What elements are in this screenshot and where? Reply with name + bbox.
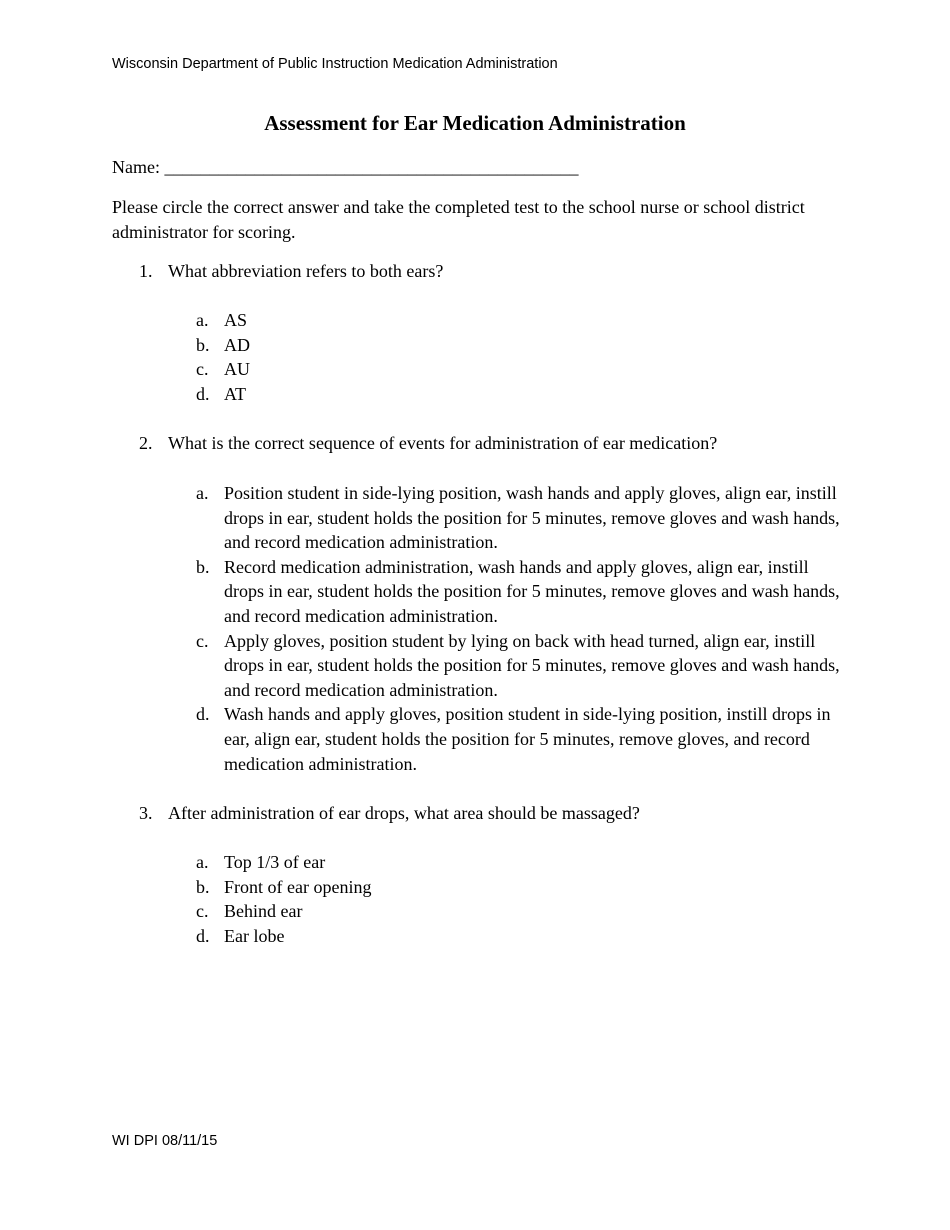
option-letter: a. [196,483,209,503]
option-text: AS [224,310,248,330]
question-1-options [196,308,841,406]
question-number: 3. [139,803,153,823]
question-number: 2. [139,433,153,453]
answer-option[interactable] [196,629,841,703]
option-text: Ear lobe [224,925,285,946]
option-text: Front of ear opening [224,876,372,897]
question-2-options [196,481,841,776]
option-text: Wash hands and apply gloves, position student in side-lying position, instill drops in ear, align ear, student holds the position for 5 minutes, remove gloves, and record medication administration. [224,704,831,774]
option-text: Top 1/3 of ear [224,852,326,872]
option-text: AD [224,334,250,355]
question-text: What is the correct sequence of events for administration of ear medication? [168,433,718,453]
answer-option[interactable] [196,481,841,555]
option-text: AU [224,359,250,380]
question-3 [139,801,859,826]
answer-option[interactable] [196,333,841,358]
answer-option[interactable] [196,875,841,900]
question-text: After administration of ear drops, what area should be massaged? [168,803,640,823]
answer-option[interactable] [196,899,841,924]
option-letter: a. [196,310,209,330]
option-text: AT [224,383,246,404]
answer-option[interactable] [196,850,841,875]
answer-option[interactable] [196,924,841,949]
option-letter: c. [196,630,209,651]
question-2 [139,431,859,456]
question-text: What abbreviation refers to both ears? [168,261,444,281]
answer-option[interactable] [196,382,841,407]
option-letter: d. [196,383,210,404]
question-3-options [196,850,841,948]
option-text: Apply gloves, position student by lying on back with head turned, align ear, instill drops in ear, student holds the position for 5 minutes, remove gloves and wash hands, and record medication administration. [224,630,840,700]
option-letter: b. [196,876,210,897]
instructions: Please circle the correct answer and take the completed test to the school nurse or school district administrator for scoring. [112,197,805,242]
option-letter: b. [196,556,210,577]
option-text: Position student in side-lying position, wash hands and apply gloves, align ear, instill drops in ear, student holds the position for 5 minutes, remove gloves and wash hands, and record medication administration. [224,483,840,553]
option-letter: b. [196,334,210,355]
option-letter: c. [196,901,209,922]
option-text: Record medication administration, wash hands and apply gloves, align ear, instill drops in ear, student holds the position for 5 minutes, remove gloves and wash hands, and record medication administration. [224,556,840,626]
page-footer: WI DPI 08/11/15 [112,1133,218,1149]
question-number: 1. [139,261,153,281]
page-header: Wisconsin Department of Public Instruction Medication Administration [112,56,558,72]
option-letter: d. [196,925,210,946]
option-text: Behind ear [224,901,303,922]
page-title: Assessment for Ear Medication Administration [264,111,686,135]
option-letter: c. [196,359,209,380]
answer-option[interactable] [196,357,841,382]
question-1 [139,259,859,284]
option-letter: d. [196,704,210,725]
answer-option[interactable] [196,308,841,333]
answer-option[interactable] [196,702,841,776]
option-letter: a. [196,852,209,872]
answer-option[interactable] [196,555,841,629]
name-field-line: Name: ______________________________________________ [112,157,579,177]
